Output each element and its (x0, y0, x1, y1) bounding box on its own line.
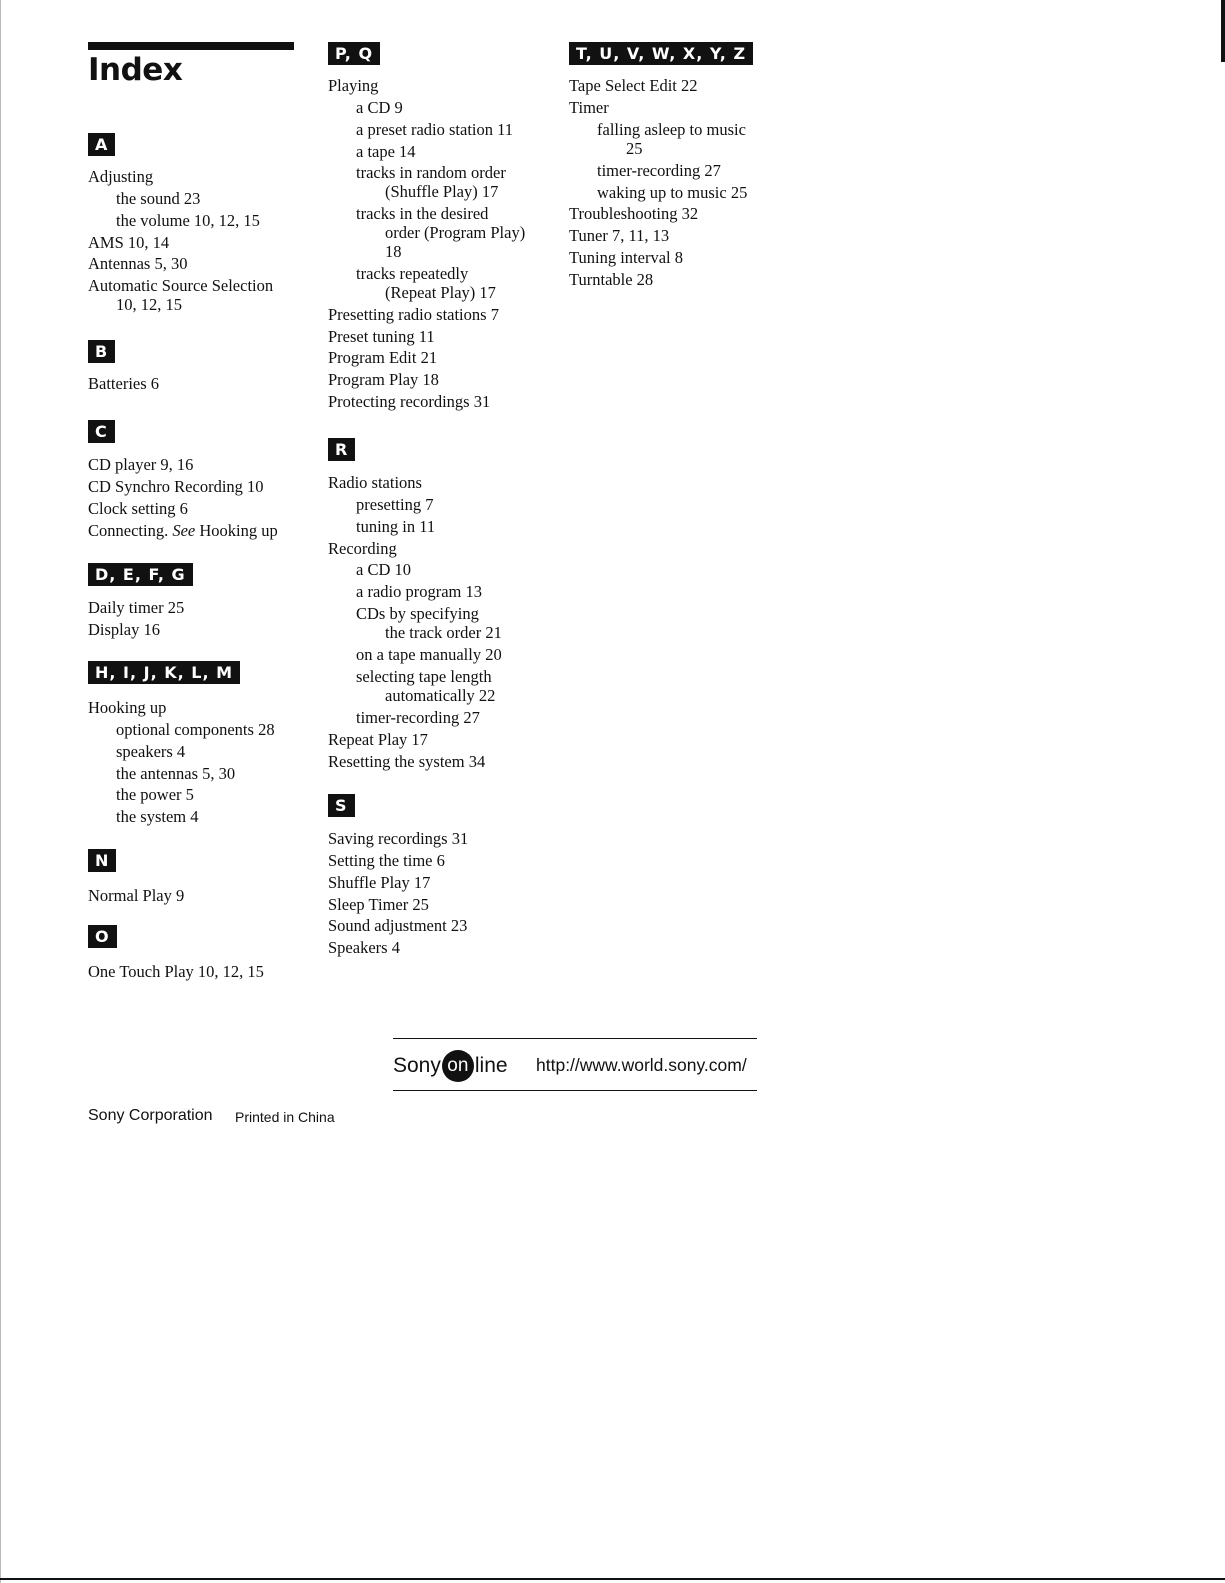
index-entry: Batteries 6 (88, 374, 160, 393)
index-entry: Preset tuning 11 (328, 327, 435, 346)
entry-text: Connecting. (88, 521, 173, 540)
index-entry: AMS 10, 14 (88, 233, 170, 252)
page-bottom-rule (0, 1578, 1225, 1580)
index-subentry: tracks in the desired (356, 204, 489, 223)
section-header-h-i-j-k-l-m: H, I, J, K, L, M (88, 661, 240, 684)
index-subentry: the volume 10, 12, 15 (116, 211, 260, 230)
index-entry: Turntable 28 (569, 270, 654, 289)
index-entry: Display 16 (88, 620, 160, 639)
index-entry: Antennas 5, 30 (88, 254, 188, 273)
index-entry: Program Play 18 (328, 370, 439, 389)
index-subentry: tracks repeatedly (356, 264, 469, 283)
index-subentry: falling asleep to music (597, 120, 746, 139)
index-subentry: timer-recording 27 (597, 161, 721, 180)
index-subentry: the system 4 (116, 807, 199, 826)
index-subentry: tuning in 11 (356, 517, 436, 536)
index-entry: CD player 9, 16 (88, 455, 194, 474)
index-subentry: a CD 9 (356, 98, 403, 117)
logo-sony-text: Sony (393, 1054, 441, 1077)
index-entry: Resetting the system 34 (328, 752, 486, 771)
index-subentry: (Shuffle Play) 17 (385, 182, 499, 201)
index-subentry: the power 5 (116, 785, 194, 804)
index-subentry: timer-recording 27 (356, 708, 480, 727)
index-entry (88, 521, 278, 541)
index-entry: Hooking up (88, 698, 167, 717)
section-header-d-e-f-g: D, E, F, G (88, 563, 193, 586)
section-header-r: R (328, 438, 355, 461)
printed-in-note: Printed in China (235, 1109, 335, 1125)
index-entry: Repeat Play 17 (328, 730, 428, 749)
index-entry: Shuffle Play 17 (328, 873, 431, 892)
sony-online-logo (393, 1050, 508, 1080)
index-subentry: the track order 21 (385, 623, 502, 642)
section-header-c: C (88, 420, 115, 443)
index-entry: Radio stations (328, 473, 422, 492)
index-subentry: automatically 22 (385, 686, 496, 705)
index-subentry: the antennas 5, 30 (116, 764, 236, 783)
index-entry: Tape Select Edit 22 (569, 76, 698, 95)
index-subentry: (Repeat Play) 17 (385, 283, 496, 302)
index-entry: Daily timer 25 (88, 598, 185, 617)
index-entry: Setting the time 6 (328, 851, 445, 870)
index-subentry: a preset radio station 11 (356, 120, 514, 139)
index-subentry: a tape 14 (356, 142, 416, 161)
index-subentry: presetting 7 (356, 495, 434, 514)
index-entry: Protecting recordings 31 (328, 392, 491, 411)
index-subentry: 10, 12, 15 (116, 295, 182, 314)
website-url[interactable]: http://www.world.sony.com/ (536, 1055, 747, 1075)
index-entry: Normal Play 9 (88, 886, 185, 905)
index-entry: Timer (569, 98, 609, 117)
see-reference-label: See (172, 521, 196, 540)
index-subentry: a CD 10 (356, 560, 411, 579)
footer-rule-bottom (393, 1090, 757, 1091)
section-header-s: S (328, 794, 355, 817)
index-entry: Troubleshooting 32 (569, 204, 699, 223)
index-entry: Adjusting (88, 167, 154, 186)
index-subentry: 25 (626, 139, 643, 158)
footer-rule-top (393, 1038, 757, 1039)
index-subentry: selecting tape length (356, 667, 492, 686)
index-entry: Sleep Timer 25 (328, 895, 429, 914)
logo-on-circle: on (442, 1050, 474, 1082)
index-entry: Speakers 4 (328, 938, 400, 957)
page-edge-line (0, 0, 1, 1583)
index-subentry: CDs by specifying (356, 604, 479, 623)
page-edge-mark (1221, 0, 1225, 62)
section-header-o: O (88, 925, 117, 948)
index-entry: CD Synchro Recording 10 (88, 477, 264, 496)
cross-reference: Hooking up (195, 521, 278, 540)
index-entry: Automatic Source Selection (88, 276, 274, 295)
section-header-p-q: P, Q (328, 42, 380, 65)
logo-line-text: line (474, 1054, 508, 1077)
index-entry: Recording (328, 539, 397, 558)
index-subentry: 18 (385, 242, 402, 261)
index-entry: Playing (328, 76, 379, 95)
index-entry: Presetting radio stations 7 (328, 305, 499, 324)
index-entry: Sound adjustment 23 (328, 916, 468, 935)
section-header-b: B (88, 340, 115, 363)
title-bar (88, 42, 294, 50)
index-subentry: the sound 23 (116, 189, 201, 208)
index-subentry: speakers 4 (116, 742, 186, 761)
index-entry: Saving recordings 31 (328, 829, 469, 848)
page-title: Index (88, 52, 183, 88)
index-subentry: order (Program Play) (385, 223, 526, 242)
index-subentry: optional components 28 (116, 720, 275, 739)
index-subentry: tracks in random order (356, 163, 506, 182)
section-header-a: A (88, 133, 115, 156)
index-entry: One Touch Play 10, 12, 15 (88, 962, 264, 981)
company-name: Sony Corporation (88, 1107, 213, 1124)
index-entry: Tuner 7, 11, 13 (569, 226, 670, 245)
index-entry: Tuning interval 8 (569, 248, 683, 267)
index-subentry: waking up to music 25 (597, 183, 748, 202)
section-header-t-u-v-w-x-y-z: T, U, V, W, X, Y, Z (569, 42, 753, 65)
index-entry: Program Edit 21 (328, 348, 438, 367)
index-subentry: on a tape manually 20 (356, 645, 502, 664)
index-entry: Clock setting 6 (88, 499, 188, 518)
section-header-n: N (88, 849, 116, 872)
index-subentry: a radio program 13 (356, 582, 482, 601)
